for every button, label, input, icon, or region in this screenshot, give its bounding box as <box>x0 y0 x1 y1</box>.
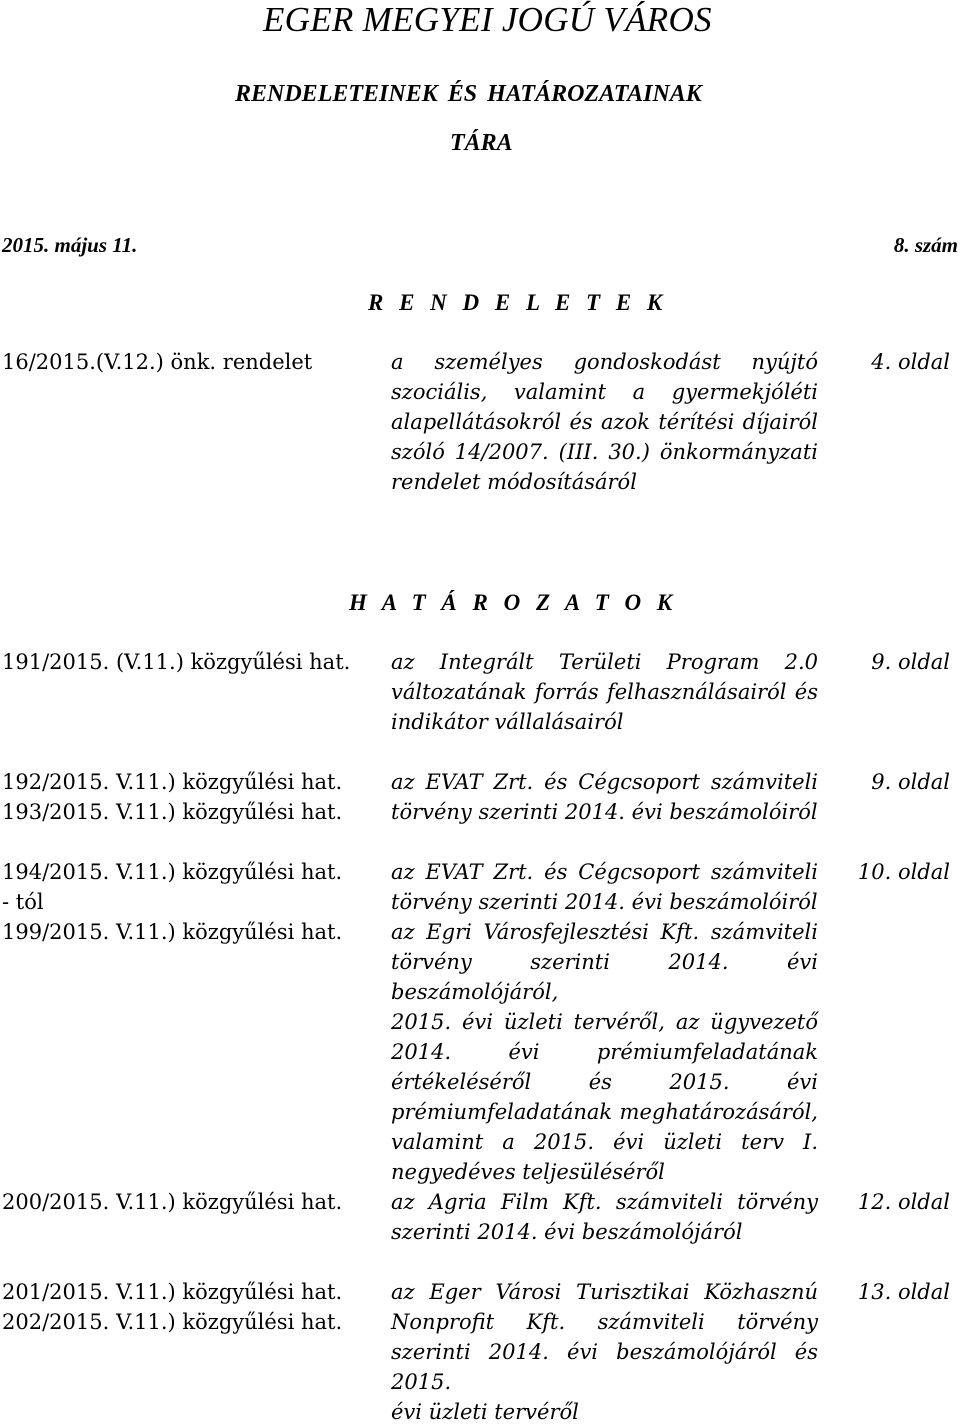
entry-reference-line: 200/2015. V.11.) közgyűlési hat. <box>2 1190 343 1214</box>
entry-description-line: szociális, valamint a gyermekjóléti <box>391 380 818 404</box>
document-title: EGER MEGYEI JOGÚ VÁROS <box>263 0 712 39</box>
entry-description-line: rendelet módosításáról <box>391 470 637 494</box>
entry-page-number: 10. oldal <box>857 860 950 884</box>
entry-reference <box>2 347 342 377</box>
entry-description-line: Nonprofit Kft. számviteli törvény <box>391 1310 818 1334</box>
entry-description-line: negyedéves teljesüléséről <box>391 1160 665 1184</box>
entry-page-number: 13. oldal <box>857 1280 950 1304</box>
entry-page-number: 4. oldal <box>871 350 950 374</box>
entry-page-number: 12. oldal <box>857 1190 950 1214</box>
entry-description-line: alapellátásokról és azok térítési díjairól <box>391 410 818 434</box>
entry-description-line: törvény szerinti 2014. évi beszámolójáról, <box>391 950 818 1004</box>
entry-description-line: az EVAT Zrt. és Cégcsoport számviteli <box>391 860 818 884</box>
entry-description-line: a személyes gondoskodást nyújtó <box>391 350 818 374</box>
entry-description <box>391 857 818 1187</box>
entry-description-line: évi üzleti tervéről <box>391 1400 579 1424</box>
entry-description <box>391 1277 818 1427</box>
entry-description-line: 2015. évi üzleti tervéről, az ügyvezető <box>391 1010 818 1034</box>
entry-description-line: 2014. évi prémiumfeladatának <box>391 1040 818 1064</box>
section-heading-hatarozatok: H A T Á R O Z A T O K <box>349 590 678 615</box>
entry-description <box>391 767 818 827</box>
entry-description-line: prémiumfeladatának meghatározásáról, <box>391 1100 818 1124</box>
entry-reference-line: 191/2015. (V.11.) közgyűlési hat. <box>2 650 351 674</box>
issue-date: 2015. május 11. <box>2 233 138 257</box>
entry-description-line: az Eger Városi Turisztikai Közhasznú <box>391 1280 818 1304</box>
entry-description-line: az Integrált Területi Program 2.0 <box>391 650 818 674</box>
entry-reference-line: 199/2015. V.11.) közgyűlési hat. <box>2 920 343 944</box>
entry-description-line: az EVAT Zrt. és Cégcsoport számviteli <box>391 770 818 794</box>
entry-reference <box>2 1277 342 1337</box>
entry-reference-line: 16/2015.(V.12.) önk. rendelet <box>2 350 313 374</box>
entry-page-number: 9. oldal <box>871 770 950 794</box>
entry-reference-line: 192/2015. V.11.) közgyűlési hat. <box>2 770 343 794</box>
entry-description-line: szerinti 2014. évi beszámolójáról <box>391 1220 743 1244</box>
entry-reference-line: 194/2015. V.11.) közgyűlési hat. <box>2 860 343 884</box>
entry-description <box>391 1187 818 1247</box>
entry-description-line: valamint a 2015. évi üzleti terv I. <box>391 1130 818 1154</box>
entry-description-line: törvény szerinti 2014. évi beszámolóiról <box>391 800 818 824</box>
entry-description-line: indikátor vállalásairól <box>391 710 624 734</box>
entry-reference <box>2 857 342 947</box>
document-subtitle: RENDELETEINEK ÉS HATÁROZATAINAK <box>235 81 702 107</box>
issue-number: 8. szám <box>893 233 958 257</box>
entry-reference-line: 193/2015. V.11.) közgyűlési hat. <box>2 800 343 824</box>
entry-reference <box>2 767 342 827</box>
entry-description-line: szerinti 2014. évi beszámolójáról és 2015. <box>391 1340 818 1394</box>
entry-reference <box>2 1187 342 1217</box>
entry-description-line: szóló 14/2007. (III. 30.) önkormányzati <box>391 440 818 464</box>
entry-description-line: az Egri Városfejlesztési Kft. számviteli <box>391 920 818 944</box>
entry-reference-line: 202/2015. V.11.) közgyűlési hat. <box>2 1310 343 1334</box>
entry-reference <box>2 647 351 677</box>
entry-description-line: értékeléséről és 2015. évi <box>391 1070 818 1094</box>
entry-page-number: 9. oldal <box>871 650 950 674</box>
entry-reference-line: - tól <box>2 890 44 914</box>
entry-reference-line: 201/2015. V.11.) közgyűlési hat. <box>2 1280 343 1304</box>
entry-description <box>391 647 818 737</box>
entry-description-line: törvény szerinti 2014. évi beszámolóiról <box>391 890 818 914</box>
entry-description-line: változatának forrás felhasználásairól és <box>391 680 818 704</box>
entry-description-line: az Agria Film Kft. számviteli törvény <box>391 1190 818 1214</box>
document-subtitle-cont: TÁRA <box>450 130 513 156</box>
section-heading-rendeletek: R E N D E L E T E K <box>368 290 668 315</box>
entry-description <box>391 347 818 497</box>
